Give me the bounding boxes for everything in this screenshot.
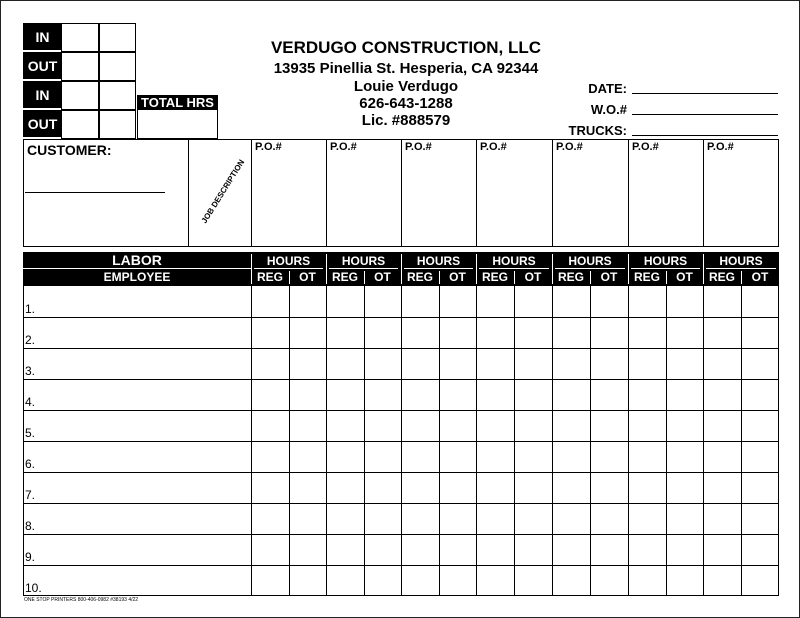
reg-hours-cell[interactable] bbox=[477, 566, 514, 595]
wo-field[interactable] bbox=[632, 114, 778, 115]
ot-hours-cell[interactable] bbox=[290, 504, 326, 533]
reg-hours-cell[interactable] bbox=[704, 349, 741, 378]
reg-header: REG bbox=[633, 270, 660, 284]
reg-hours-cell[interactable] bbox=[402, 287, 439, 316]
ot-hours-cell[interactable] bbox=[290, 349, 326, 378]
ot-hours-cell[interactable] bbox=[515, 318, 552, 347]
po-label: P.O.# bbox=[707, 141, 734, 153]
hours-column-divider-header bbox=[326, 254, 327, 284]
reg-hours-cell[interactable] bbox=[477, 504, 514, 533]
reg-hours-cell[interactable] bbox=[327, 566, 364, 595]
ot-header: OT bbox=[449, 270, 466, 284]
ot-hours-cell[interactable] bbox=[591, 566, 628, 595]
reg-hours-cell[interactable] bbox=[629, 535, 666, 564]
po-field[interactable] bbox=[252, 155, 325, 245]
reg-hours-cell[interactable] bbox=[553, 566, 590, 595]
ot-hours-cell[interactable] bbox=[515, 504, 552, 533]
ot-hours-cell[interactable] bbox=[440, 473, 476, 502]
wo-label: W.O.# bbox=[590, 102, 627, 117]
reg-hours-cell[interactable] bbox=[327, 380, 364, 409]
employee-row[interactable] bbox=[24, 287, 250, 316]
reg-header: REG bbox=[481, 270, 508, 284]
ot-header: OT bbox=[751, 270, 769, 284]
reg-hours-cell[interactable] bbox=[252, 349, 289, 378]
job-description-label: JOB DESCRIPTION bbox=[199, 158, 247, 225]
reg-hours-cell[interactable] bbox=[252, 535, 289, 564]
hours-header: HOURS bbox=[643, 254, 688, 268]
time-row-label: IN bbox=[23, 81, 62, 109]
ot-hours-cell[interactable] bbox=[742, 318, 779, 347]
ot-hours-cell[interactable] bbox=[667, 566, 703, 595]
reg-hours-cell[interactable] bbox=[553, 535, 590, 564]
ot-hours-cell[interactable] bbox=[742, 535, 779, 564]
ot-hours-cell[interactable] bbox=[365, 411, 401, 440]
reg-hours-cell[interactable] bbox=[252, 473, 289, 502]
ot-hours-cell[interactable] bbox=[742, 380, 779, 409]
reg-hours-cell[interactable] bbox=[252, 566, 289, 595]
employee-row[interactable] bbox=[24, 380, 250, 409]
reg-hours-cell[interactable] bbox=[327, 411, 364, 440]
reg-hours-cell[interactable] bbox=[704, 318, 741, 347]
hours-column-divider-header bbox=[703, 254, 704, 284]
ot-hours-cell[interactable] bbox=[515, 411, 552, 440]
ot-hours-cell[interactable] bbox=[440, 380, 476, 409]
ot-hours-cell[interactable] bbox=[365, 535, 401, 564]
ot-hours-cell[interactable] bbox=[290, 411, 326, 440]
reg-hours-cell[interactable] bbox=[704, 566, 741, 595]
reg-hours-cell[interactable] bbox=[704, 473, 741, 502]
hours-column-divider-header bbox=[401, 254, 402, 284]
ot-hours-cell[interactable] bbox=[440, 411, 476, 440]
reg-hours-cell[interactable] bbox=[327, 504, 364, 533]
reg-hours-cell[interactable] bbox=[327, 318, 364, 347]
ot-hours-cell[interactable] bbox=[667, 504, 703, 533]
ot-hours-cell[interactable] bbox=[742, 566, 779, 595]
hours-header: HOURS bbox=[266, 254, 311, 268]
reg-hours-cell[interactable] bbox=[629, 566, 666, 595]
po-label: P.O.# bbox=[255, 141, 282, 153]
reg-hours-cell[interactable] bbox=[553, 504, 590, 533]
reg-header: REG bbox=[256, 270, 283, 284]
time-entry-cell[interactable] bbox=[61, 81, 99, 110]
reg-ot-divider-header bbox=[364, 271, 365, 284]
ot-hours-cell[interactable] bbox=[742, 411, 779, 440]
po-field[interactable] bbox=[629, 155, 702, 245]
reg-hours-cell[interactable] bbox=[402, 411, 439, 440]
customer-line[interactable] bbox=[25, 192, 165, 193]
reg-hours-cell[interactable] bbox=[402, 566, 439, 595]
reg-hours-cell[interactable] bbox=[629, 380, 666, 409]
ot-hours-cell[interactable] bbox=[591, 287, 628, 316]
reg-hours-cell[interactable] bbox=[402, 349, 439, 378]
reg-hours-cell[interactable] bbox=[252, 287, 289, 316]
ot-hours-cell[interactable] bbox=[290, 318, 326, 347]
row-number: 2. bbox=[25, 333, 36, 347]
ot-hours-cell[interactable] bbox=[365, 473, 401, 502]
row-number: 8. bbox=[25, 519, 36, 533]
ot-hours-cell[interactable] bbox=[591, 318, 628, 347]
labor-title: LABOR bbox=[112, 252, 162, 268]
hours-column-divider-header bbox=[476, 254, 477, 284]
reg-hours-cell[interactable] bbox=[477, 380, 514, 409]
row-number: 3. bbox=[25, 364, 36, 378]
company-license: Lic. #888579 bbox=[361, 112, 451, 129]
ot-hours-cell[interactable] bbox=[365, 380, 401, 409]
ot-hours-cell[interactable] bbox=[290, 473, 326, 502]
reg-hours-cell[interactable] bbox=[553, 349, 590, 378]
row-number: 5. bbox=[25, 426, 36, 440]
ot-hours-cell[interactable] bbox=[591, 504, 628, 533]
ot-hours-cell[interactable] bbox=[440, 287, 476, 316]
ot-hours-cell[interactable] bbox=[440, 566, 476, 595]
reg-hours-cell[interactable] bbox=[252, 380, 289, 409]
ot-hours-cell[interactable] bbox=[591, 473, 628, 502]
ot-hours-cell[interactable] bbox=[440, 442, 476, 471]
po-label: P.O.# bbox=[556, 141, 583, 153]
ot-hours-cell[interactable] bbox=[440, 535, 476, 564]
time-entry-cell[interactable] bbox=[61, 110, 99, 139]
reg-hours-cell[interactable] bbox=[704, 442, 741, 471]
reg-hours-cell[interactable] bbox=[629, 318, 666, 347]
time-entry-cell[interactable] bbox=[99, 23, 136, 52]
po-label: P.O.# bbox=[480, 141, 507, 153]
reg-hours-cell[interactable] bbox=[402, 473, 439, 502]
po-field[interactable] bbox=[327, 155, 400, 245]
header-divider bbox=[23, 268, 251, 269]
date-label: DATE: bbox=[588, 81, 627, 96]
employee-row[interactable] bbox=[24, 349, 250, 378]
hours-header: HOURS bbox=[416, 254, 461, 268]
reg-hours-cell[interactable] bbox=[629, 411, 666, 440]
employee-row[interactable] bbox=[24, 535, 250, 564]
reg-hours-cell[interactable] bbox=[704, 411, 741, 440]
po-label: P.O.# bbox=[632, 141, 659, 153]
ot-hours-cell[interactable] bbox=[365, 349, 401, 378]
ot-hours-cell[interactable] bbox=[667, 287, 703, 316]
ot-hours-cell[interactable] bbox=[515, 442, 552, 471]
time-entry-cell[interactable] bbox=[61, 52, 99, 81]
printer-footer: ONE STOP PRINTERS 800-406-0982 #38193 4/22 bbox=[24, 597, 139, 603]
reg-hours-cell[interactable] bbox=[327, 473, 364, 502]
reg-hours-cell[interactable] bbox=[327, 535, 364, 564]
reg-hours-cell[interactable] bbox=[477, 318, 514, 347]
reg-hours-cell[interactable] bbox=[629, 473, 666, 502]
po-field[interactable] bbox=[553, 155, 627, 245]
ot-hours-cell[interactable] bbox=[365, 504, 401, 533]
ot-hours-cell[interactable] bbox=[365, 318, 401, 347]
ot-hours-cell[interactable] bbox=[515, 473, 552, 502]
row-number: 1. bbox=[25, 302, 36, 316]
ot-hours-cell[interactable] bbox=[515, 287, 552, 316]
ot-header: OT bbox=[676, 270, 693, 284]
ot-hours-cell[interactable] bbox=[290, 535, 326, 564]
employee-row[interactable] bbox=[24, 318, 250, 347]
ot-hours-cell[interactable] bbox=[515, 566, 552, 595]
ot-hours-cell[interactable] bbox=[591, 380, 628, 409]
reg-ot-divider-header bbox=[666, 271, 667, 284]
ot-hours-cell[interactable] bbox=[667, 411, 703, 440]
reg-hours-cell[interactable] bbox=[553, 380, 590, 409]
ot-hours-cell[interactable] bbox=[440, 318, 476, 347]
reg-hours-cell[interactable] bbox=[327, 349, 364, 378]
ot-hours-cell[interactable] bbox=[591, 411, 628, 440]
time-entry-cell[interactable] bbox=[99, 52, 136, 81]
reg-ot-divider-header bbox=[439, 271, 440, 284]
ot-hours-cell[interactable] bbox=[742, 473, 779, 502]
time-row-label: OUT bbox=[23, 110, 62, 138]
reg-hours-cell[interactable] bbox=[477, 349, 514, 378]
hours-column-divider-header bbox=[628, 254, 629, 284]
reg-hours-cell[interactable] bbox=[477, 442, 514, 471]
row-number: 4. bbox=[25, 395, 36, 409]
employee-header: EMPLOYEE bbox=[103, 270, 171, 284]
row-number: 10. bbox=[25, 581, 42, 595]
trucks-field[interactable] bbox=[632, 135, 778, 136]
ot-hours-cell[interactable] bbox=[742, 287, 779, 316]
company-phone: 626-643-1288 bbox=[359, 95, 453, 112]
ot-hours-cell[interactable] bbox=[440, 349, 476, 378]
row-number: 6. bbox=[25, 457, 36, 471]
ot-hours-cell[interactable] bbox=[591, 349, 628, 378]
ot-hours-cell[interactable] bbox=[742, 442, 779, 471]
ot-hours-cell[interactable] bbox=[515, 535, 552, 564]
company-contact: Louie Verdugo bbox=[353, 78, 459, 95]
reg-hours-cell[interactable] bbox=[402, 535, 439, 564]
time-row-label: OUT bbox=[23, 52, 62, 80]
po-label: P.O.# bbox=[330, 141, 357, 153]
reg-hours-cell[interactable] bbox=[704, 380, 741, 409]
reg-hours-cell[interactable] bbox=[553, 473, 590, 502]
reg-hours-cell[interactable] bbox=[553, 442, 590, 471]
reg-hours-cell[interactable] bbox=[553, 287, 590, 316]
po-field[interactable] bbox=[402, 155, 475, 245]
ot-hours-cell[interactable] bbox=[667, 349, 703, 378]
reg-header: REG bbox=[557, 270, 584, 284]
po-field[interactable] bbox=[704, 155, 778, 245]
ot-hours-cell[interactable] bbox=[667, 535, 703, 564]
reg-hours-cell[interactable] bbox=[252, 411, 289, 440]
ot-hours-cell[interactable] bbox=[667, 473, 703, 502]
ot-hours-cell[interactable] bbox=[365, 566, 401, 595]
ot-hours-cell[interactable] bbox=[667, 380, 703, 409]
reg-hours-cell[interactable] bbox=[477, 473, 514, 502]
time-entry-cell[interactable] bbox=[61, 23, 99, 52]
reg-header: REG bbox=[708, 270, 735, 284]
ot-hours-cell[interactable] bbox=[365, 442, 401, 471]
reg-hours-cell[interactable] bbox=[402, 380, 439, 409]
employee-row[interactable] bbox=[24, 411, 250, 440]
total-hrs-label: TOTAL HRS bbox=[137, 95, 218, 110]
reg-header: REG bbox=[406, 270, 433, 284]
hours-header: HOURS bbox=[719, 254, 763, 268]
reg-hours-cell[interactable] bbox=[252, 318, 289, 347]
employee-row[interactable] bbox=[24, 504, 250, 533]
time-row-label: IN bbox=[23, 23, 62, 51]
ot-hours-cell[interactable] bbox=[667, 442, 703, 471]
ot-hours-cell[interactable] bbox=[290, 566, 326, 595]
ot-header: OT bbox=[524, 270, 542, 284]
ot-hours-cell[interactable] bbox=[440, 504, 476, 533]
reg-hours-cell[interactable] bbox=[704, 535, 741, 564]
ot-hours-cell[interactable] bbox=[515, 380, 552, 409]
company-name: VERDUGO CONSTRUCTION, LLC bbox=[270, 38, 542, 57]
customer-divider bbox=[188, 139, 189, 247]
po-label: P.O.# bbox=[405, 141, 432, 153]
ot-hours-cell[interactable] bbox=[365, 287, 401, 316]
reg-ot-divider-header bbox=[741, 271, 742, 284]
reg-hours-cell[interactable] bbox=[402, 442, 439, 471]
po-field[interactable] bbox=[477, 155, 551, 245]
ot-header: OT bbox=[600, 270, 618, 284]
reg-hours-cell[interactable] bbox=[252, 504, 289, 533]
row-number: 9. bbox=[25, 550, 36, 564]
reg-hours-cell[interactable] bbox=[477, 535, 514, 564]
hours-column-divider-header bbox=[251, 254, 252, 284]
reg-hours-cell[interactable] bbox=[553, 411, 590, 440]
reg-hours-cell[interactable] bbox=[629, 287, 666, 316]
ot-hours-cell[interactable] bbox=[290, 287, 326, 316]
reg-header: REG bbox=[331, 270, 358, 284]
row-number: 7. bbox=[25, 488, 36, 502]
employee-row[interactable] bbox=[24, 566, 250, 595]
ot-hours-cell[interactable] bbox=[591, 535, 628, 564]
company-address: 13935 Pinellia St. Hesperia, CA 92344 bbox=[273, 60, 539, 77]
reg-hours-cell[interactable] bbox=[402, 318, 439, 347]
reg-hours-cell[interactable] bbox=[327, 287, 364, 316]
ot-hours-cell[interactable] bbox=[290, 442, 326, 471]
ot-hours-cell[interactable] bbox=[591, 442, 628, 471]
reg-ot-divider-header bbox=[590, 271, 591, 284]
hours-header: HOURS bbox=[341, 254, 386, 268]
reg-ot-divider-header bbox=[514, 271, 515, 284]
reg-hours-cell[interactable] bbox=[252, 442, 289, 471]
ot-hours-cell[interactable] bbox=[667, 318, 703, 347]
reg-hours-cell[interactable] bbox=[629, 349, 666, 378]
time-entry-cell[interactable] bbox=[99, 81, 136, 110]
hours-header: HOURS bbox=[568, 254, 612, 268]
hours-header: HOURS bbox=[492, 254, 536, 268]
reg-hours-cell[interactable] bbox=[629, 504, 666, 533]
date-field[interactable] bbox=[632, 93, 778, 94]
ot-header: OT bbox=[374, 270, 391, 284]
reg-ot-divider-header bbox=[289, 271, 290, 284]
ot-hours-cell[interactable] bbox=[742, 349, 779, 378]
trucks-label: TRUCKS: bbox=[568, 123, 627, 138]
reg-hours-cell[interactable] bbox=[477, 287, 514, 316]
ot-hours-cell[interactable] bbox=[742, 504, 779, 533]
ot-header: OT bbox=[299, 270, 316, 284]
ot-hours-cell[interactable] bbox=[515, 349, 552, 378]
reg-hours-cell[interactable] bbox=[704, 504, 741, 533]
reg-hours-cell[interactable] bbox=[629, 442, 666, 471]
total-hrs-field[interactable] bbox=[137, 110, 218, 139]
reg-hours-cell[interactable] bbox=[553, 318, 590, 347]
reg-hours-cell[interactable] bbox=[327, 442, 364, 471]
employee-row[interactable] bbox=[24, 473, 250, 502]
reg-hours-cell[interactable] bbox=[704, 287, 741, 316]
hours-column-divider-header bbox=[552, 254, 553, 284]
ot-hours-cell[interactable] bbox=[290, 380, 326, 409]
employee-row[interactable] bbox=[24, 442, 250, 471]
reg-hours-cell[interactable] bbox=[402, 504, 439, 533]
reg-hours-cell[interactable] bbox=[477, 411, 514, 440]
customer-label: CUSTOMER: bbox=[27, 142, 112, 158]
time-entry-cell[interactable] bbox=[99, 110, 136, 139]
